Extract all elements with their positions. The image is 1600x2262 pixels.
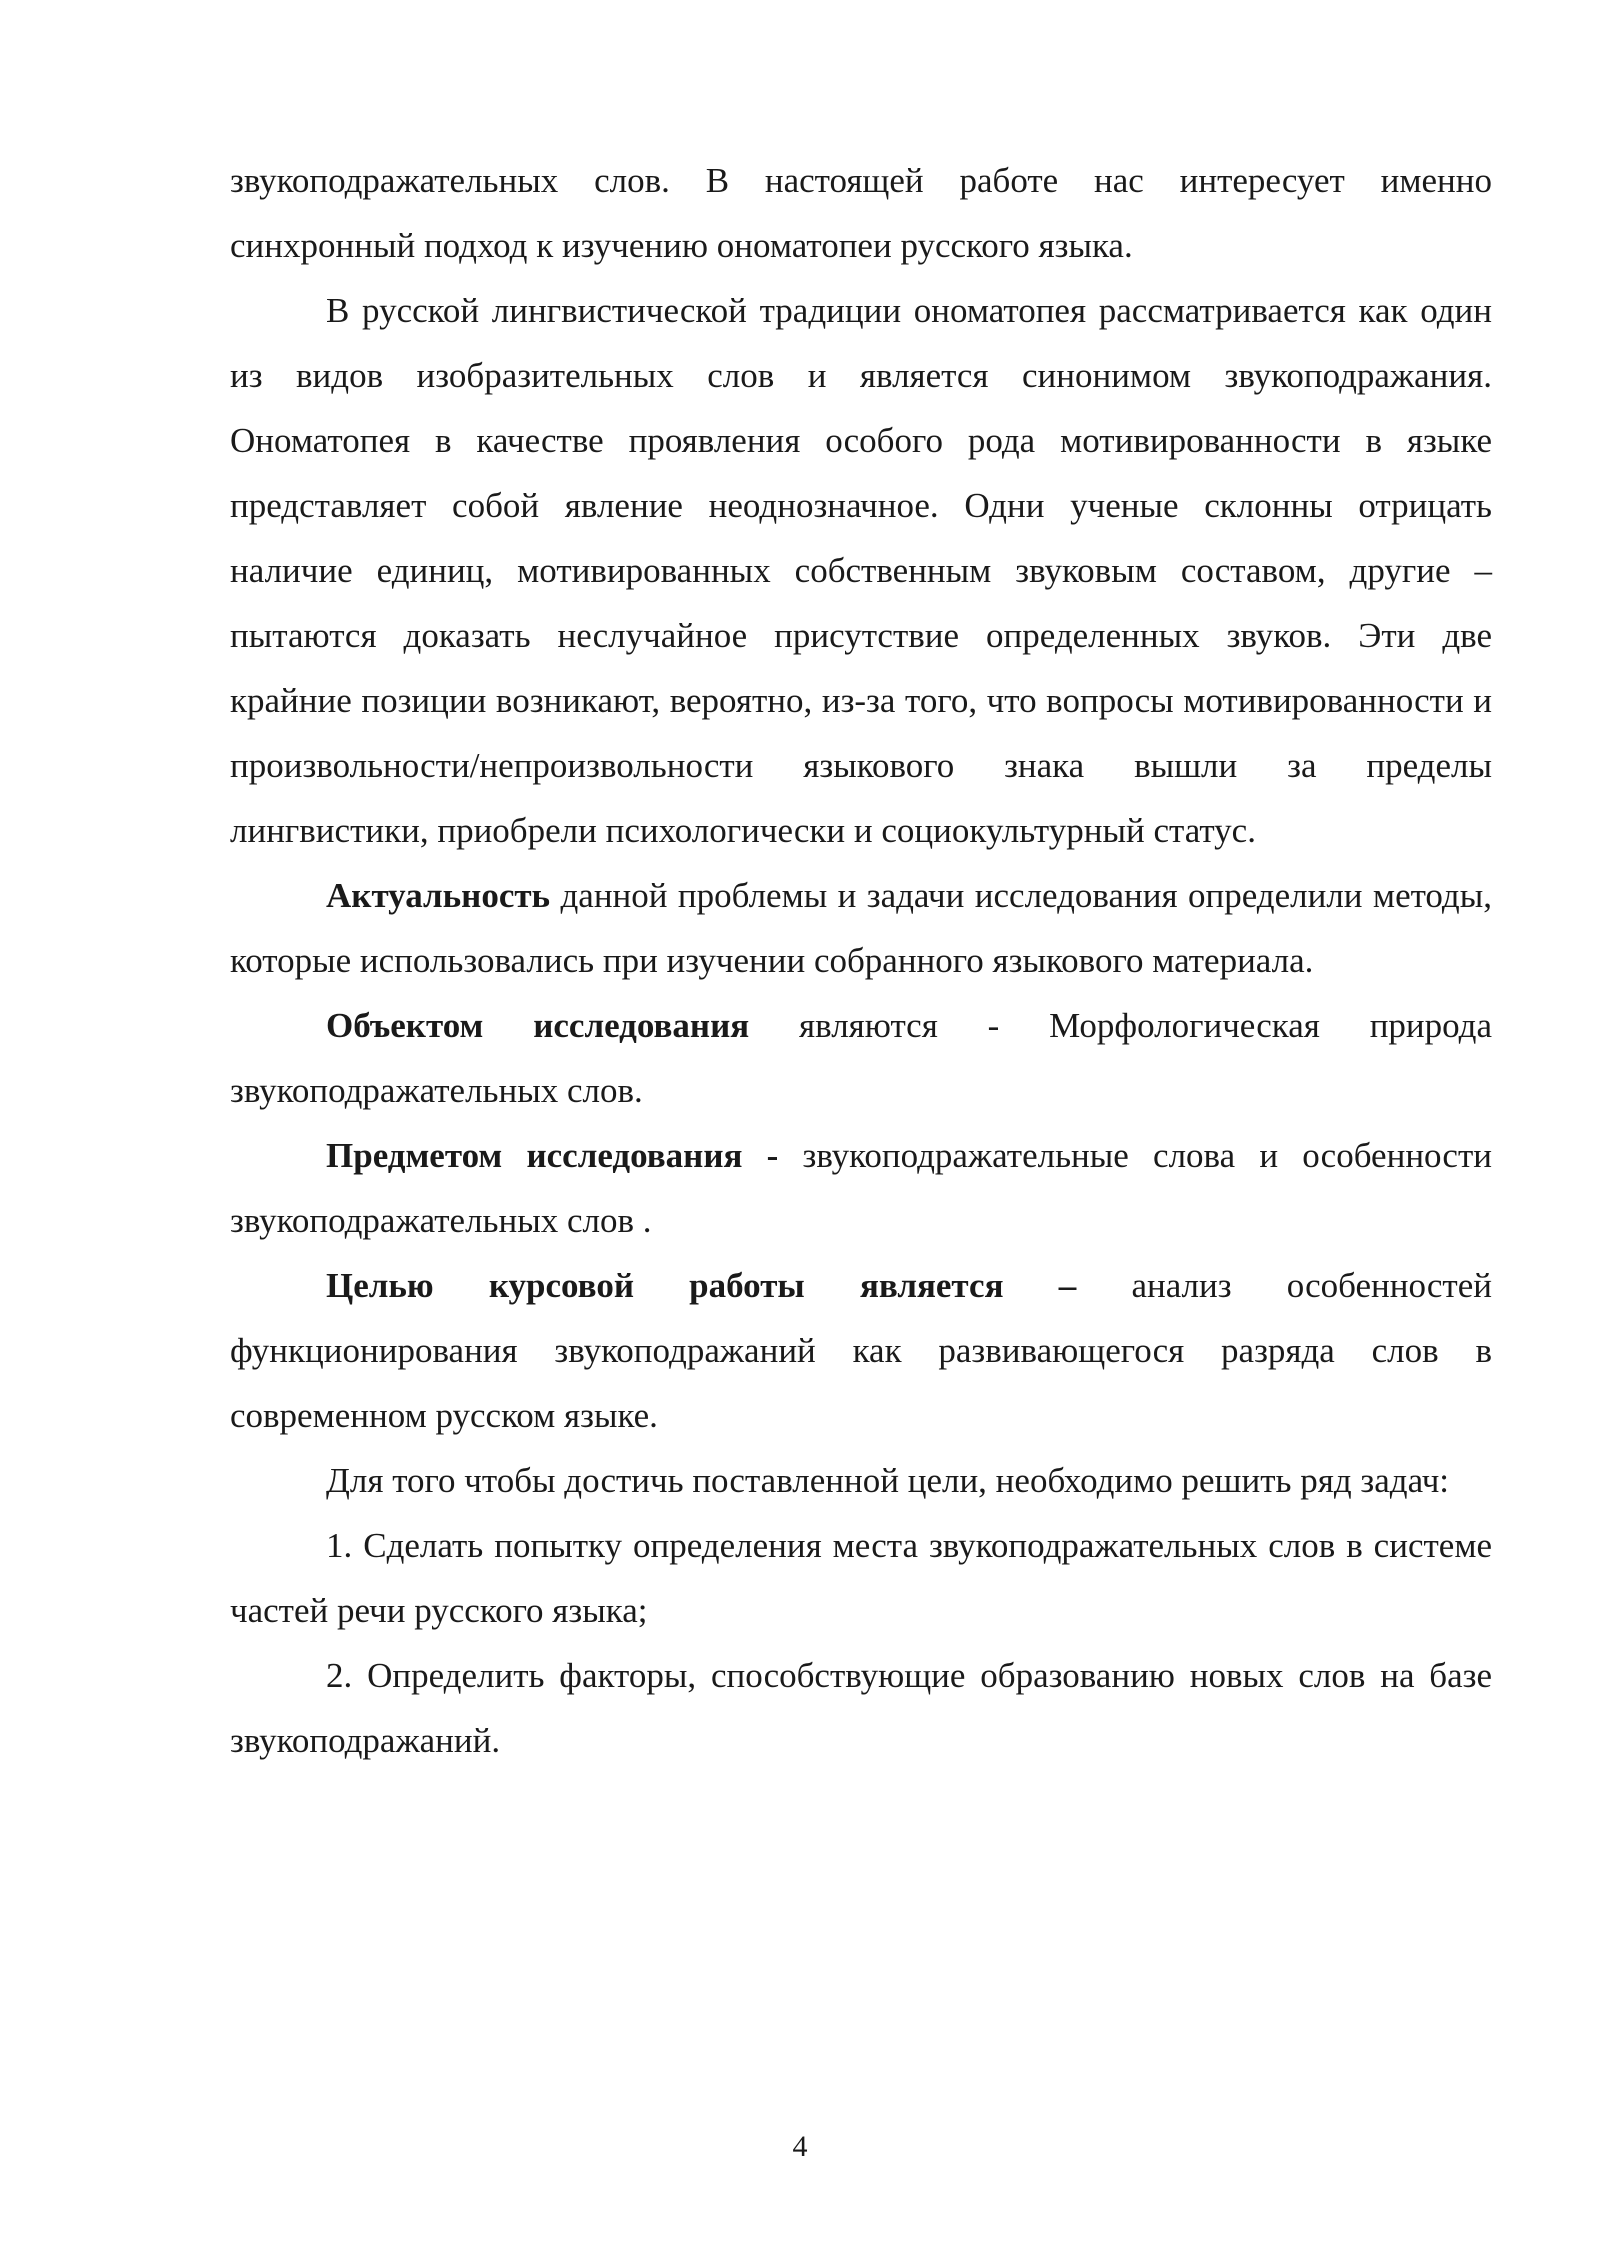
list-item-task-2: [230, 1643, 1492, 1773]
paragraph-text: являются - Морфологическая природа звукоподражательных слов.: [230, 1006, 1492, 1110]
paragraph-research-goal: [230, 1253, 1492, 1448]
paragraph-text: звукоподражательные слова и особенности звукоподражательных слов .: [230, 1136, 1492, 1240]
paragraph-research-object: [230, 993, 1492, 1123]
paragraph-relevance: [230, 863, 1492, 993]
paragraph-research-subject: [230, 1123, 1492, 1253]
page-number: 4: [792, 2130, 808, 2163]
paragraph-intro-continuation: [230, 148, 1492, 278]
paragraph-text: 2. Определить факторы, способствующие образованию новых слов на базе звукоподражаний.: [230, 1656, 1492, 1760]
paragraph-text: анализ особенностей функционирования звукоподражаний как развивающегося разряда слов в современном русском языке.: [230, 1266, 1492, 1435]
paragraph-text: данной проблемы и задачи исследования определили методы, которые использовались при изучении собранного языкового материала.: [230, 876, 1492, 980]
paragraph-tasks-intro: [230, 1448, 1492, 1513]
paragraph-text: звукоподражательных слов. В настоящей работе нас интересует именно синхронный подход к изучению ономатопеи русского языка.: [230, 161, 1492, 265]
paragraph-text: В русской лингвистической традиции ономатопея рассматривается как один из видов изобразительных слов и является синонимом звукоподражания. Ономатопея в качестве проявления особого рода мотивированности в языке представляет собой явление неоднозначное. Одни ученые склонны отрицать наличие единиц, мотивированных собственным звуковым составом, другие – пытаются доказать неслучайное присутствие определенных звуков. Эти две крайние позиции возникают, вероятно, из-за того, что вопросы мотивированности и произвольности/непроизвольности языкового знака вышли за пределы лингвистики, приобрели психологически и социокультурный статус.: [230, 291, 1492, 850]
paragraph-bold-lead: Предметом исследования -: [326, 1136, 779, 1175]
paragraph-bold-lead: Целью курсовой работы является –: [326, 1266, 1077, 1305]
document-body: [230, 148, 1492, 1773]
paragraph-onomatopoeia-tradition: [230, 278, 1492, 863]
paragraph-bold-lead: Объектом исследования: [326, 1006, 750, 1045]
paragraph-bold-lead: Актуальность: [326, 876, 551, 915]
paragraph-text: Для того чтобы достичь поставленной цели, необходимо решить ряд задач:: [326, 1461, 1450, 1500]
paragraph-text: 1. Сделать попытку определения места звукоподражательных слов в системе частей речи русского языка;: [230, 1526, 1492, 1630]
list-item-task-1: [230, 1513, 1492, 1643]
